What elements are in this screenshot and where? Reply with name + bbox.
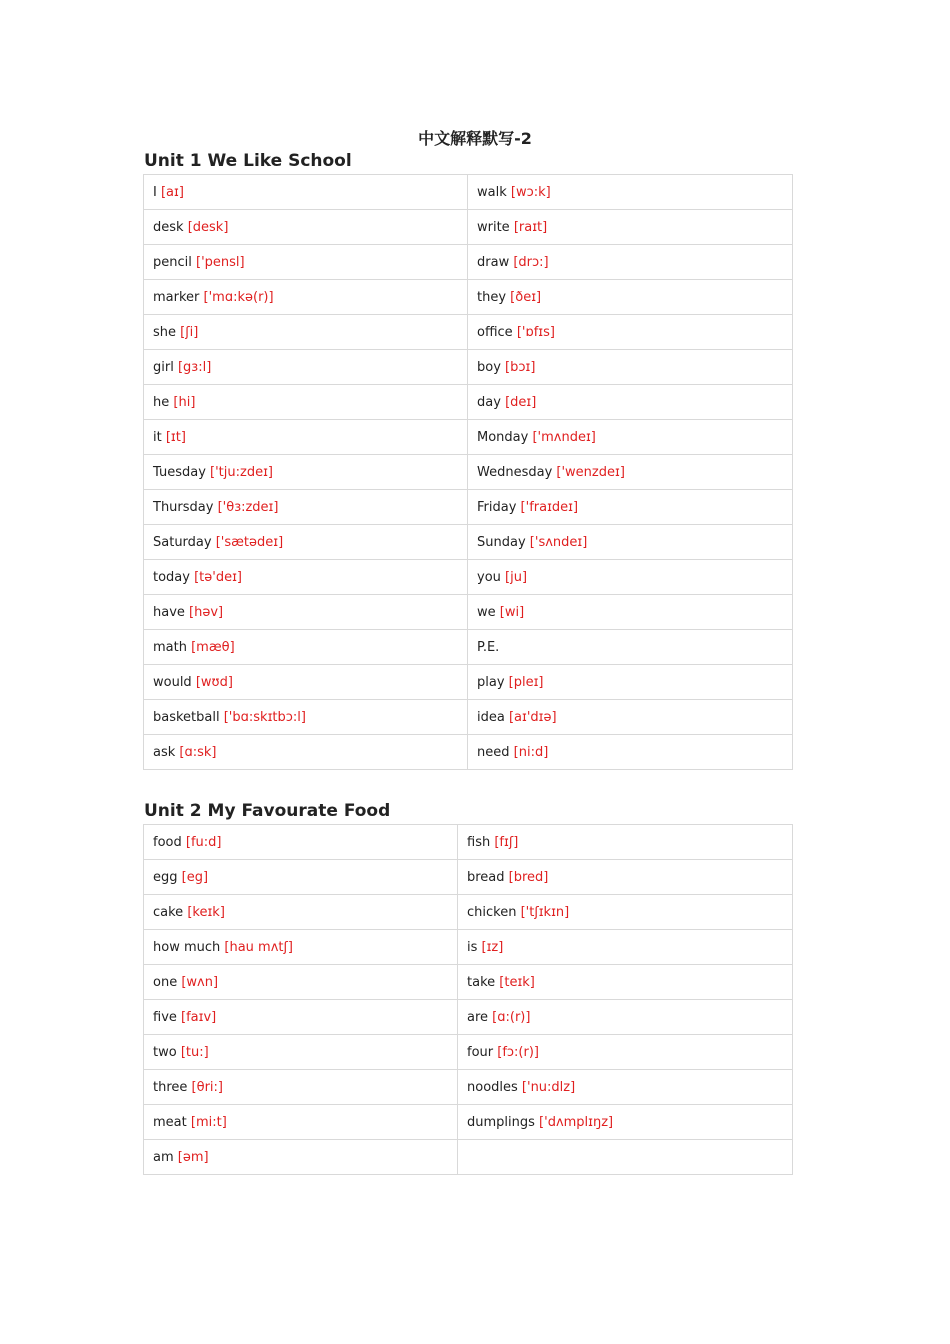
vocab-cell xyxy=(468,700,793,735)
vocab-cell xyxy=(458,825,793,860)
vocab-cell xyxy=(144,595,468,630)
vocab-word: it xyxy=(153,429,162,445)
vocab-phonetic: [fu:d] xyxy=(185,834,222,850)
vocab-word: two xyxy=(153,1044,177,1060)
vocab-cell xyxy=(468,560,793,595)
vocab-word: would xyxy=(153,674,192,690)
table-row xyxy=(144,1035,793,1070)
vocab-cell xyxy=(144,895,458,930)
vocab-cell xyxy=(458,1000,793,1035)
vocab-phonetic: ['nu:dlz] xyxy=(521,1079,576,1095)
vocab-cell xyxy=(144,245,468,280)
vocab-word: idea xyxy=(477,709,505,725)
vocab-phonetic: [tu:] xyxy=(180,1044,209,1060)
vocab-cell xyxy=(468,245,793,280)
vocab-cell xyxy=(468,420,793,455)
vocab-word: meat xyxy=(153,1114,187,1130)
vocab-phonetic: [pleɪ] xyxy=(508,674,544,690)
table-row xyxy=(144,930,793,965)
vocab-word: take xyxy=(467,974,496,990)
vocab-word: girl xyxy=(153,359,174,375)
vocab-phonetic: [wʌn] xyxy=(181,974,219,990)
vocab-phonetic: [eg] xyxy=(181,869,209,885)
vocab-phonetic: [mæθ] xyxy=(191,639,235,655)
vocab-word: bread xyxy=(467,869,505,885)
vocab-phonetic: ['mɑ:kə(r)] xyxy=(203,289,274,305)
vocab-cell xyxy=(468,630,793,665)
vocab-cell xyxy=(468,735,793,770)
table-row xyxy=(144,965,793,1000)
vocab-word: need xyxy=(477,744,510,760)
vocab-phonetic: [hau mʌtʃ] xyxy=(224,939,293,955)
vocab-cell xyxy=(468,385,793,420)
vocab-phonetic: [keɪk] xyxy=(187,904,225,920)
vocab-cell xyxy=(144,930,458,965)
vocab-cell xyxy=(144,630,468,665)
vocab-phonetic: ['fraɪdeɪ] xyxy=(520,499,579,515)
vocab-phonetic: ['tʃɪkɪn] xyxy=(520,904,570,920)
vocab-word: noodles xyxy=(467,1079,518,1095)
vocab-word: three xyxy=(153,1079,188,1095)
vocab-cell xyxy=(468,280,793,315)
vocab-cell xyxy=(144,560,468,595)
table-row xyxy=(144,1105,793,1140)
vocab-cell xyxy=(144,525,468,560)
vocab-cell xyxy=(468,595,793,630)
vocab-cell xyxy=(144,315,468,350)
vocab-cell xyxy=(144,860,458,895)
vocab-cell xyxy=(468,665,793,700)
vocab-phonetic: ['wenzdeɪ] xyxy=(556,464,625,480)
vocab-cell xyxy=(468,490,793,525)
vocab-cell xyxy=(144,490,468,525)
table-row xyxy=(144,210,793,245)
vocab-phonetic: [deɪ] xyxy=(505,394,537,410)
table-row xyxy=(144,385,793,420)
vocab-cell xyxy=(468,350,793,385)
vocab-cell xyxy=(468,175,793,210)
vocab-word: Wednesday xyxy=(477,464,553,480)
vocab-word: desk xyxy=(153,219,184,235)
vocab-phonetic: [bɔɪ] xyxy=(505,359,536,375)
vocab-phonetic: [desk] xyxy=(187,219,229,235)
vocab-word: egg xyxy=(153,869,178,885)
vocab-cell xyxy=(458,895,793,930)
vocab-phonetic: [fɔ:(r)] xyxy=(497,1044,539,1060)
vocab-word: ask xyxy=(153,744,176,760)
vocab-phonetic: ['ɒfɪs] xyxy=(516,324,555,340)
table-row xyxy=(144,490,793,525)
vocab-word: how much xyxy=(153,939,221,955)
table-row xyxy=(144,350,793,385)
vocab-word: day xyxy=(477,394,501,410)
vocab-word: walk xyxy=(477,184,507,200)
vocab-cell xyxy=(458,1070,793,1105)
vocab-word: he xyxy=(153,394,170,410)
table-row xyxy=(144,280,793,315)
vocab-word: marker xyxy=(153,289,200,305)
vocab-cell xyxy=(144,1035,458,1070)
vocab-phonetic: [mi:t] xyxy=(190,1114,227,1130)
vocab-word: fish xyxy=(467,834,491,850)
vocab-cell xyxy=(144,825,458,860)
table-row xyxy=(144,895,793,930)
table-row xyxy=(144,525,793,560)
vocab-word: have xyxy=(153,604,185,620)
vocab-phonetic: [wʊd] xyxy=(195,674,233,690)
vocab-phonetic: [fɪʃ] xyxy=(494,834,519,850)
table-row xyxy=(144,175,793,210)
vocab-phonetic: ['pensl] xyxy=(196,254,245,270)
vocab-cell xyxy=(144,1140,458,1175)
vocab-cell xyxy=(144,700,468,735)
vocab-phonetic: [ju] xyxy=(505,569,528,585)
vocab-phonetic: ['dʌmplɪŋz] xyxy=(539,1114,614,1130)
vocab-cell xyxy=(144,210,468,245)
vocab-phonetic: ['sʌndeɪ] xyxy=(529,534,588,550)
table-row xyxy=(144,825,793,860)
vocab-word: Monday xyxy=(477,429,529,445)
vocab-phonetic: [əm] xyxy=(177,1149,209,1165)
table-row xyxy=(144,735,793,770)
vocab-word: they xyxy=(477,289,507,305)
vocab-phonetic: [gɜ:l] xyxy=(177,359,212,375)
vocab-cell xyxy=(144,175,468,210)
vocab-word: pencil xyxy=(153,254,192,270)
table-row xyxy=(144,455,793,490)
vocab-cell xyxy=(144,455,468,490)
vocab-word: Thursday xyxy=(153,499,214,515)
vocab-word: one xyxy=(153,974,178,990)
vocab-phonetic: [həv] xyxy=(189,604,224,620)
vocab-phonetic: [aɪ'dɪə] xyxy=(508,709,557,725)
vocab-phonetic: [faɪv] xyxy=(181,1009,217,1025)
vocab-word: write xyxy=(477,219,510,235)
table-row xyxy=(144,1140,793,1175)
table-row xyxy=(144,420,793,455)
vocab-word: she xyxy=(153,324,177,340)
vocab-word: are xyxy=(467,1009,489,1025)
vocab-word: dumplings xyxy=(467,1114,535,1130)
table-row xyxy=(144,245,793,280)
vocab-word: am xyxy=(153,1149,174,1165)
vocab-word: Sunday xyxy=(477,534,526,550)
table-row xyxy=(144,665,793,700)
vocab-phonetic: [ðeɪ] xyxy=(510,289,542,305)
unit-1-heading: Unit 1 We Like School xyxy=(144,151,352,171)
vocab-phonetic: [aɪ] xyxy=(160,184,184,200)
vocab-word: boy xyxy=(477,359,501,375)
vocab-word: basketball xyxy=(153,709,220,725)
vocab-word: you xyxy=(477,569,501,585)
vocab-phonetic: [teɪk] xyxy=(499,974,535,990)
table-row xyxy=(144,860,793,895)
vocab-word: today xyxy=(153,569,190,585)
table-row xyxy=(144,595,793,630)
vocab-phonetic: [ɪz] xyxy=(481,939,504,955)
vocab-cell xyxy=(144,280,468,315)
vocab-phonetic: [bred] xyxy=(508,869,549,885)
page-title: 中文解释默写-2 xyxy=(418,129,532,148)
vocab-phonetic: ['mʌndeɪ] xyxy=(532,429,596,445)
vocab-phonetic: [ni:d] xyxy=(513,744,549,760)
vocab-cell xyxy=(458,930,793,965)
vocab-cell xyxy=(458,1105,793,1140)
vocab-word: we xyxy=(477,604,496,620)
vocab-cell xyxy=(468,210,793,245)
vocab-phonetic: [wɔ:k] xyxy=(510,184,551,200)
table-row xyxy=(144,630,793,665)
vocab-phonetic: [ɪt] xyxy=(165,429,186,445)
vocab-word: Friday xyxy=(477,499,517,515)
vocab-word: four xyxy=(467,1044,494,1060)
vocab-word: food xyxy=(153,834,182,850)
vocab-phonetic: ['sætədeɪ] xyxy=(215,534,284,550)
vocab-cell xyxy=(458,860,793,895)
vocab-phonetic: [raɪt] xyxy=(513,219,548,235)
vocab-cell xyxy=(468,525,793,560)
vocab-word: math xyxy=(153,639,187,655)
unit-2-heading: Unit 2 My Favourate Food xyxy=(144,801,391,821)
vocab-phonetic: ['θɜ:zdeɪ] xyxy=(217,499,279,515)
vocab-word: five xyxy=(153,1009,177,1025)
vocab-cell xyxy=(144,665,468,700)
table-row xyxy=(144,560,793,595)
vocab-cell xyxy=(144,965,458,1000)
vocab-word: office xyxy=(477,324,513,340)
vocab-cell xyxy=(144,735,468,770)
vocab-word: Saturday xyxy=(153,534,212,550)
vocab-cell xyxy=(144,350,468,385)
vocab-phonetic: [drɔ:] xyxy=(513,254,549,270)
vocab-word: Tuesday xyxy=(153,464,206,480)
vocab-phonetic: [ɑ:sk] xyxy=(179,744,217,760)
vocab-word: cake xyxy=(153,904,184,920)
vocab-cell xyxy=(468,455,793,490)
vocab-word: P.E. xyxy=(477,639,500,655)
vocab-word: chicken xyxy=(467,904,517,920)
vocab-cell xyxy=(144,385,468,420)
vocab-word: I xyxy=(153,184,157,200)
vocab-phonetic: ['tju:zdeɪ] xyxy=(210,464,273,480)
unit-1-vocab-table xyxy=(143,174,793,770)
vocab-cell xyxy=(468,315,793,350)
vocab-word: draw xyxy=(477,254,510,270)
table-row xyxy=(144,315,793,350)
vocab-word: is xyxy=(467,939,478,955)
vocab-phonetic: [hi] xyxy=(173,394,196,410)
vocab-cell xyxy=(458,1035,793,1070)
table-row xyxy=(144,1070,793,1105)
vocab-phonetic: [θri:] xyxy=(191,1079,223,1095)
vocab-phonetic: ['bɑ:skɪtbɔ:l] xyxy=(223,709,306,725)
vocab-phonetic: [ɑ:(r)] xyxy=(492,1009,531,1025)
vocab-cell xyxy=(144,420,468,455)
table-row xyxy=(144,700,793,735)
vocab-phonetic: [wi] xyxy=(499,604,525,620)
vocab-cell xyxy=(458,965,793,1000)
vocab-cell xyxy=(144,1070,458,1105)
vocab-cell xyxy=(144,1105,458,1140)
vocab-word: play xyxy=(477,674,505,690)
vocab-phonetic: [ʃi] xyxy=(180,324,199,340)
table-row xyxy=(144,1000,793,1035)
vocab-cell xyxy=(144,1000,458,1035)
vocab-cell xyxy=(458,1140,793,1175)
unit-2-vocab-table xyxy=(143,824,793,1175)
vocab-phonetic: [tə'deɪ] xyxy=(194,569,243,585)
